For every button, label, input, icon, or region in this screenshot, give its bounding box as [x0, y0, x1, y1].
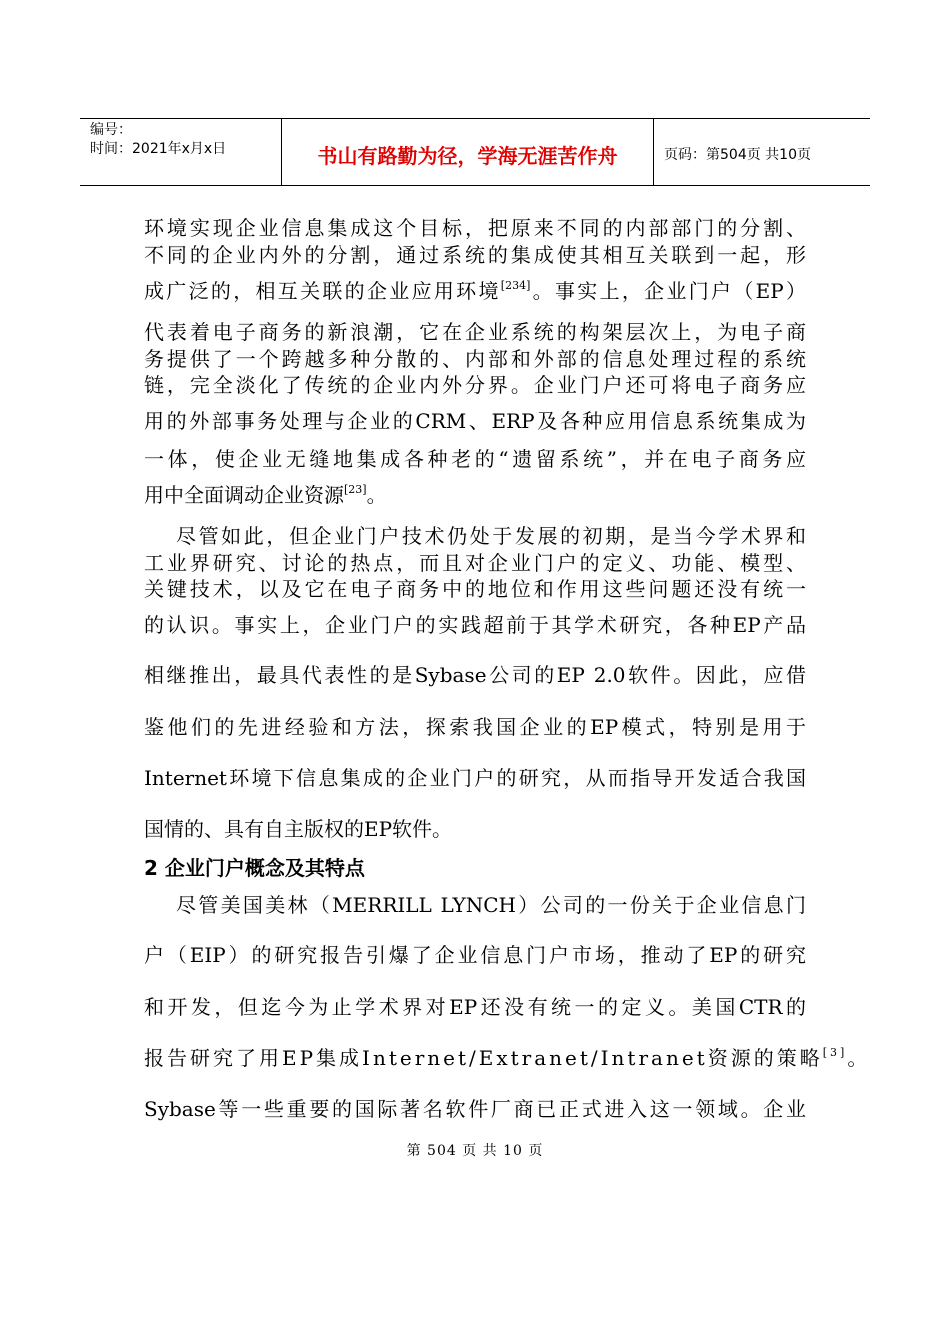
citation: [23]: [344, 483, 367, 496]
citation: [234]: [500, 279, 531, 292]
text-line: 一体，使企业无缝地集成各种老的“遗留系统”，并在电子商务应: [144, 447, 806, 471]
text-line: 工业界研究、讨论的热点，而且对企业门户的定义、功能、模型、: [144, 551, 806, 575]
text-line: 用中全面调动企业资源[23]。: [144, 483, 387, 507]
text-line: 务提供了一个跨越多种分散的、内部和外部的信息处理过程的系统: [144, 347, 806, 371]
citation: [3]: [822, 1046, 848, 1059]
text-line: 关键技术，以及它在电子商务中的地位和作用这些问题还没有统一: [144, 577, 806, 601]
page-footer: 第 504 页 共 10 页: [406, 1143, 544, 1159]
text-line: 成广泛的，相互关联的企业应用环境[234]。事实上，企业门户（EP）: [144, 279, 807, 303]
text-line: 户（EIP）的研究报告引爆了企业信息门户市场，推动了EP的研究: [144, 943, 806, 967]
text-line: 用的外部事务处理与企业的CRM、ERP及各种应用信息系统集成为: [144, 409, 806, 433]
text-line: 代表着电子商务的新浪潮，它在企业系统的构架层次上，为电子商: [144, 320, 806, 344]
text-line: 环境实现企业信息集成这个目标，把原来不同的内部部门的分割、: [144, 216, 806, 240]
text-line: 的认识。事实上，企业门户的实践超前于其学术研究，各种EP产品: [144, 613, 806, 637]
time-label: 时间：2021年x月x日: [90, 141, 227, 157]
text-line: Internet环境下信息集成的企业门户的研究，从而指导开发适合我国: [144, 766, 806, 790]
text-line: 相继推出，最具代表性的是Sybase公司的EP 2.0软件。因此，应借: [144, 663, 806, 687]
header-meta-cell: [80, 119, 281, 185]
text-line: 不同的企业内外的分割，通过系统的集成使其相互关联到一起，形: [144, 243, 806, 267]
text-line: 尽管如此，但企业门户技术仍处于发展的初期，是当今学术界和: [176, 524, 806, 548]
text-line: 尽管美国美林（MERRILL LYNCH）公司的一份关于企业信息门: [176, 893, 806, 917]
section-heading: 2 企业门户概念及其特点: [144, 856, 365, 880]
text-line: 和开发，但迄今为止学术界对EP还没有统一的定义。美国CTR的: [144, 995, 806, 1019]
header-motto: 书山有路勤为径，学海无涯苦作舟: [281, 119, 654, 185]
text-line: 报告研究了用EP集成Internet/Extranet/Intranet资源的策略[3]。: [144, 1046, 871, 1070]
text-line: 国情的、具有自主版权的EP软件。: [144, 817, 453, 841]
text-line: Sybase等一些重要的国际著名软件厂商已正式进入这一领域。企业: [144, 1097, 806, 1121]
serial-number-label: 编号：: [90, 122, 132, 138]
text-line: 鉴他们的先进经验和方法，探索我国企业的EP模式，特别是用于: [144, 715, 806, 739]
header-table: [80, 118, 870, 186]
header-page-info: 页码：第504页 共10页: [664, 147, 811, 163]
text-line: 链，完全淡化了传统的企业内外分界。企业门户还可将电子商务应: [144, 373, 806, 397]
